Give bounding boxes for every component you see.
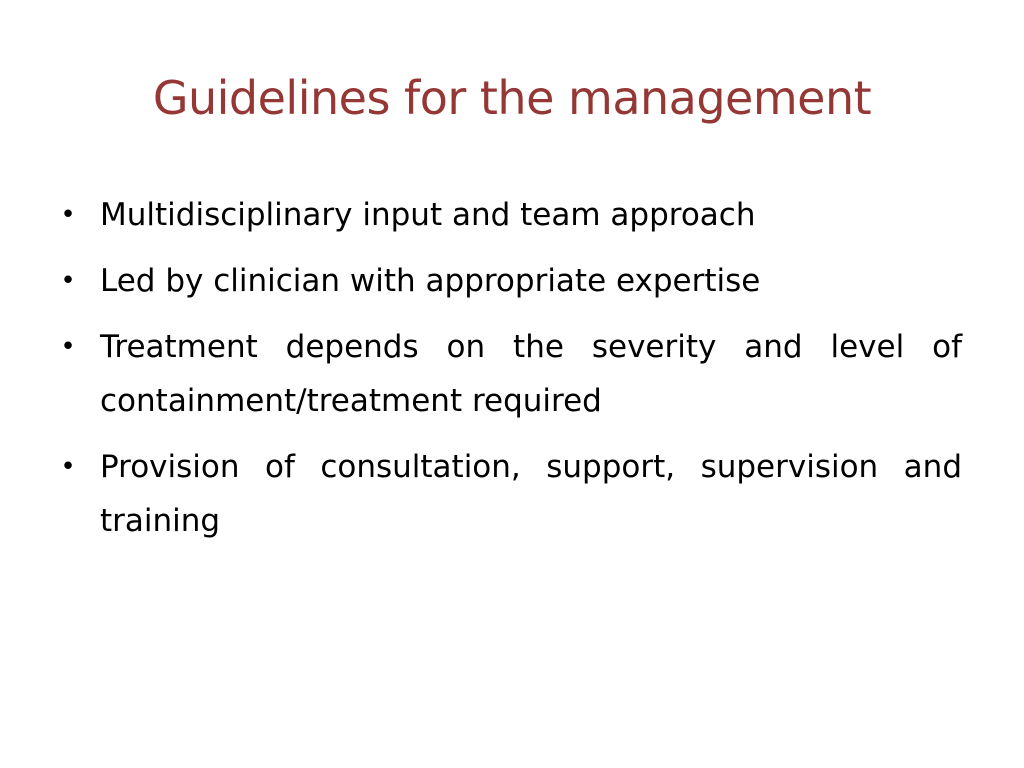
slide-title: Guidelines for the management: [152, 71, 872, 125]
bullet-list: [58, 188, 962, 548]
bullet-item: [58, 440, 962, 548]
bullet-item: [58, 188, 962, 242]
bullet-item: [58, 254, 962, 308]
bullet-dot-icon: •: [60, 332, 76, 362]
bullet-dot-icon: •: [60, 266, 76, 296]
bullet-text: Provision of consultation, support, supervision and training: [100, 449, 962, 539]
bullet-text: Led by clinician with appropriate expertise: [100, 263, 761, 299]
bullet-item: [58, 320, 962, 428]
bullet-dot-icon: •: [60, 200, 76, 230]
bullet-text: Treatment depends on the severity and level of containment/treatment required: [100, 329, 962, 419]
bullet-dot-icon: •: [60, 452, 76, 482]
bullet-text: Multidisciplinary input and team approach: [100, 197, 756, 233]
